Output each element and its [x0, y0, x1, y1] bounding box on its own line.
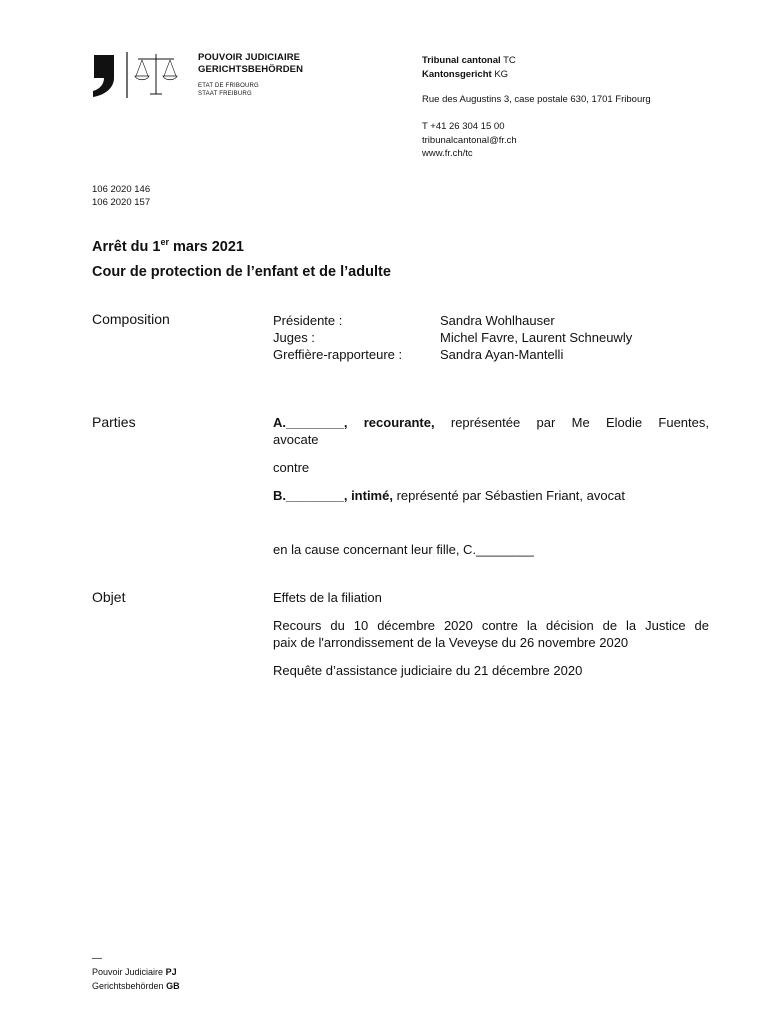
recours-line1: Recours du 10 décembre 2020 contre la décision de la Justice de [273, 618, 709, 633]
case-reference: 106 2020 157 [92, 197, 151, 208]
parties-label: Parties [92, 414, 136, 430]
composition-name: Michel Favre, Laurent Schneuwly [440, 330, 633, 345]
judgment-title-prefix: Arrêt du 1 [92, 238, 161, 255]
contre-text: contre [273, 460, 310, 475]
composition-names [440, 312, 632, 363]
fribourg-coat-of-arms-icon [90, 50, 190, 100]
judgment-title-sup: er [160, 237, 170, 247]
institution-line-fr: POUVOIR JUDICIAIRE [198, 52, 301, 63]
institution-line-de: GERICHTSBEHÖRDEN [198, 64, 304, 75]
court-address: Rue des Augustins 3, case postale 630, 1701 Fribourg [422, 94, 651, 105]
footer-dash: — [92, 953, 102, 964]
party-a-name: A.________, recourante, [273, 415, 435, 430]
court-phone: T +41 26 304 15 00 [422, 121, 505, 132]
court-email[interactable]: tribunalcantonal@fr.ch [422, 134, 517, 146]
court-fr-abbr: TC [503, 55, 516, 66]
footer-fr-name: Pouvoir Judiciaire [92, 967, 164, 977]
court-de-name: Kantonsgericht [422, 69, 492, 80]
party-b [273, 487, 709, 504]
party-b-representation: représenté par Sébastien Friant, avocat [392, 488, 625, 503]
party-a-representation: représentée par Me Elodie Fuentes, [434, 415, 709, 430]
objet-subject: Effets de la filiation [273, 590, 382, 605]
composition-role: Juges : [273, 330, 315, 345]
party-a-line2: avocate [273, 432, 319, 447]
composition-name: Sandra Wohlhauser [440, 313, 555, 328]
composition-name: Sandra Ayan-Mantelli [440, 347, 564, 362]
court-name [422, 54, 516, 82]
composition-role: Présidente : [273, 313, 343, 328]
court-website[interactable]: www.fr.ch/tc [422, 148, 473, 159]
composition-role: Greffière-rapporteure : [273, 347, 403, 362]
composition-label: Composition [92, 311, 170, 327]
judgment-title [92, 237, 244, 255]
cause-text: en la cause concernant leur fille, C.________ [273, 542, 534, 557]
institution-name [198, 52, 303, 76]
case-reference: 106 2020 146 [92, 184, 151, 195]
recours-line2: paix de l'arrondissement de la Veveyse du 26 novembre 2020 [273, 635, 629, 650]
case-references [92, 183, 150, 209]
footer-fr-abbr: PJ [165, 967, 177, 977]
party-a [273, 414, 709, 431]
footer-de-abbr: GB [166, 981, 180, 991]
state-name [198, 83, 259, 98]
court-de-abbr: KG [494, 69, 509, 80]
court-section-title: Cour de protection de l’enfant et de l’adulte [92, 264, 391, 280]
state-line-de: STAAT FREIBURG [198, 90, 252, 97]
footer-de-name: Gerichtsbehörden [92, 981, 164, 991]
fribourg-logo [90, 50, 190, 100]
court-contact [422, 120, 517, 161]
judgment-title-suffix: mars 2021 [169, 238, 244, 255]
party-b-name: B.________, intimé, [273, 488, 393, 503]
requete-text: Requête d’assistance judiciaire du 21 décembre 2020 [273, 663, 583, 678]
footer [92, 965, 180, 993]
composition-roles [273, 312, 402, 363]
state-line-fr: ETAT DE FRIBOURG [198, 83, 259, 89]
court-fr-name: Tribunal cantonal [422, 55, 501, 66]
objet-label: Objet [92, 589, 126, 605]
